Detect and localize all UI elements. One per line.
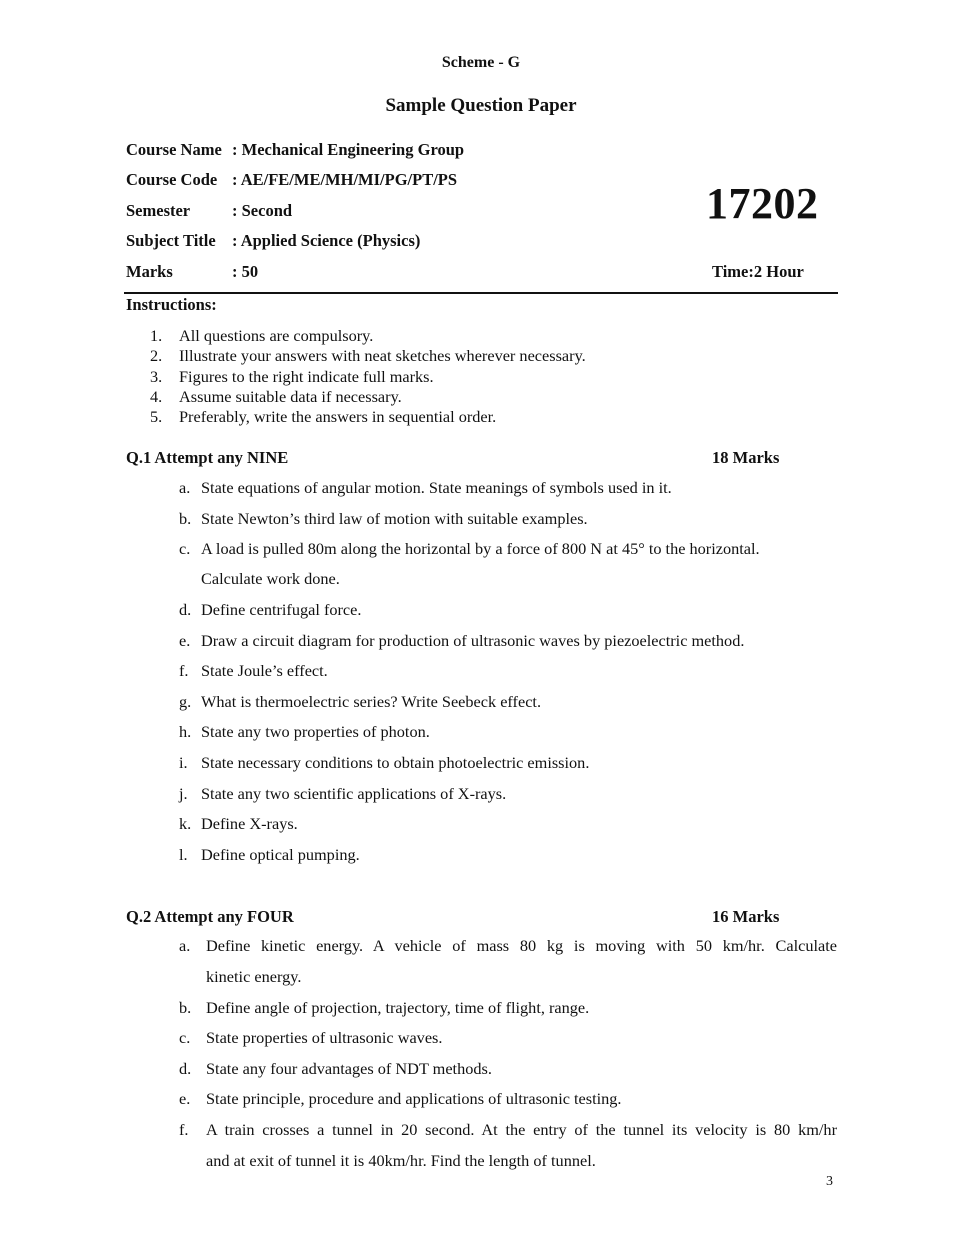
course-code-value: : AE/FE/ME/MH/MI/PG/PT/PS — [232, 170, 458, 189]
instruction-text: Preferably, write the answers in sequential order. — [179, 407, 497, 427]
question-letter: f. — [179, 661, 189, 681]
question-item — [179, 998, 837, 1029]
question-text: Define X-rays. — [201, 814, 298, 834]
q2-list — [179, 936, 837, 1181]
question-letter: a. — [179, 478, 191, 497]
question-letter: i. — [179, 752, 188, 772]
question-text-continued: kinetic energy. — [206, 967, 302, 986]
question-letter: b. — [179, 508, 192, 528]
question-text: A load is pulled 80m along the horizontal by a force of 800 N at 45° to the horizontal. — [201, 539, 760, 558]
question-letter: l. — [179, 844, 188, 864]
list-item — [150, 387, 586, 407]
question-letter: a. — [179, 936, 191, 955]
question-text: Define centrifugal force. — [201, 600, 362, 619]
course-name-label: Course Name — [126, 140, 222, 159]
question-letter: j. — [179, 783, 188, 803]
question-letter: e. — [179, 630, 191, 650]
question-text: State any two scientific applications of X-rays. — [201, 783, 507, 803]
question-letter: c. — [179, 539, 191, 558]
q1-heading: Q.1 Attempt any NINE — [126, 448, 289, 467]
paper-title: Sample Question Paper — [385, 95, 577, 116]
instruction-text: Illustrate your answers with neat sketches wherever necessary. — [179, 346, 586, 366]
q1-marks: 18 Marks — [712, 448, 780, 467]
question-letter: c. — [179, 1028, 191, 1047]
question-text: State any two properties of photon. — [201, 722, 430, 742]
question-item — [179, 814, 760, 845]
course-name-value: : Mechanical Engineering Group — [232, 140, 465, 159]
list-item — [150, 326, 586, 346]
question-text-continued: and at exit of tunnel it is 40km/hr. Find the length of tunnel. — [206, 1150, 596, 1170]
question-item — [179, 1059, 837, 1090]
instruction-number: 5. — [150, 407, 163, 427]
question-text: What is thermoelectric series? Write Seebeck effect. — [201, 691, 542, 711]
question-letter: h. — [179, 722, 192, 742]
question-text: Draw a circuit diagram for production of ultrasonic waves by piezoelectric method. — [201, 630, 745, 650]
question-item — [179, 600, 760, 631]
instruction-number: 4. — [150, 386, 163, 406]
marks-label: Marks — [126, 262, 173, 281]
instruction-text: Figures to the right indicate full marks. — [179, 366, 434, 386]
question-item — [179, 845, 760, 876]
question-text: State Joule’s effect. — [201, 661, 328, 681]
question-text: Define optical pumping. — [201, 844, 360, 864]
question-item — [179, 753, 760, 784]
question-item — [179, 936, 837, 998]
instruction-number: 1. — [150, 326, 163, 345]
scheme-label: Scheme - G — [441, 54, 521, 71]
instruction-number: 2. — [150, 346, 163, 366]
marks-value: : 50 — [232, 262, 259, 281]
question-letter: d. — [179, 1058, 192, 1078]
q2-marks: 16 Marks — [712, 907, 780, 926]
question-item — [179, 539, 760, 600]
question-letter: e. — [179, 1089, 191, 1108]
question-text: Define kinetic energy. A vehicle of mass 80 kg is moving with 50 km/hr. Calculate — [206, 936, 837, 955]
q1-list — [179, 478, 760, 875]
instruction-number: 3. — [150, 366, 163, 386]
question-text-continued: Calculate work done. — [201, 569, 340, 588]
question-item — [179, 1089, 837, 1120]
instruction-text: Assume suitable data if necessary. — [179, 386, 402, 406]
question-text: A train crosses a tunnel in 20 second. At the entry of the tunnel its velocity is 80 km/hr — [206, 1119, 837, 1139]
paper-code: 17202 — [706, 179, 819, 228]
question-item — [179, 692, 760, 723]
list-item — [150, 346, 586, 366]
subject-title-value: : Applied Science (Physics) — [232, 231, 421, 250]
page-number: 3 — [826, 1174, 833, 1189]
question-item — [179, 631, 760, 662]
instructions-heading: Instructions: — [126, 295, 217, 314]
question-text: Define angle of projection, trajectory, time of flight, range. — [206, 997, 590, 1017]
q2-heading: Q.2 Attempt any FOUR — [126, 907, 294, 926]
semester-label: Semester — [126, 201, 191, 220]
instructions-list — [150, 326, 586, 427]
time-duration: Time:2 Hour — [712, 262, 804, 281]
header-divider — [124, 292, 838, 294]
question-item — [179, 509, 760, 540]
question-text: State equations of angular motion. State meanings of symbols used in it. — [201, 478, 672, 497]
instruction-text: All questions are compulsory. — [179, 326, 374, 345]
question-letter: k. — [179, 814, 192, 834]
question-text: State Newton’s third law of motion with suitable examples. — [201, 508, 588, 528]
question-text: State principle, procedure and applications of ultrasonic testing. — [206, 1089, 622, 1108]
course-code-label: Course Code — [126, 170, 218, 189]
question-letter: g. — [179, 691, 192, 711]
semester-value: : Second — [232, 201, 293, 220]
question-letter: f. — [179, 1119, 189, 1139]
question-text: State necessary conditions to obtain photoelectric emission. — [201, 752, 590, 772]
list-item — [150, 367, 586, 387]
question-item — [179, 722, 760, 753]
question-text: State any four advantages of NDT methods. — [206, 1058, 492, 1078]
question-item — [179, 478, 760, 509]
question-item — [179, 661, 760, 692]
question-item — [179, 1120, 837, 1181]
question-letter: b. — [179, 997, 192, 1017]
question-item — [179, 784, 760, 815]
list-item — [150, 407, 586, 427]
question-item — [179, 1028, 837, 1059]
question-text: State properties of ultrasonic waves. — [206, 1028, 443, 1047]
question-letter: d. — [179, 600, 192, 619]
subject-title-label: Subject Title — [126, 231, 216, 250]
